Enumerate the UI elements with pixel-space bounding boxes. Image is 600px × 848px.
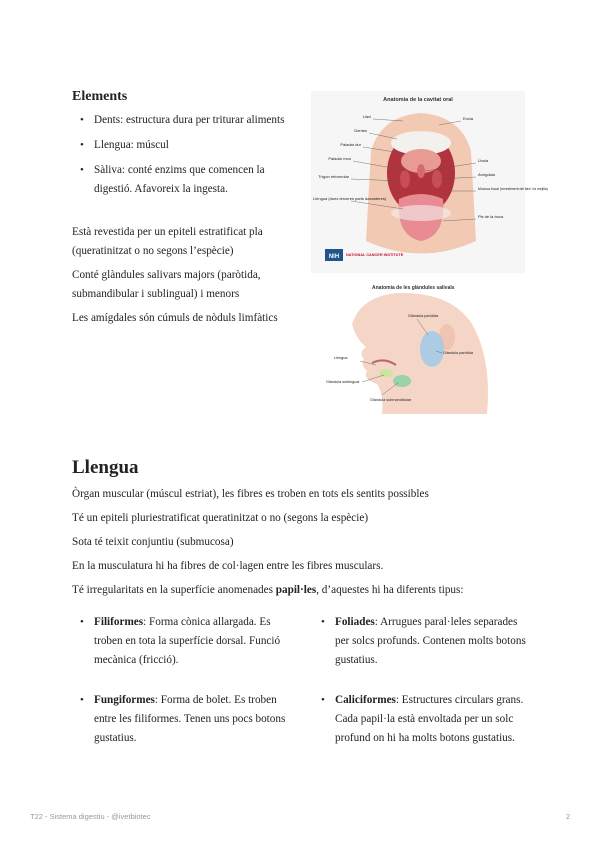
papil-types-right — [321, 613, 533, 748]
list-item: • Sàliva: conté enzims que comencen la digestió. Afavoreix la ingesta. — [80, 161, 285, 199]
page-number: 2 — [566, 812, 571, 821]
papil-bold: papil·les — [275, 584, 317, 596]
papil-post: , d’aquestes hi ha diferents tipus: — [316, 584, 464, 596]
figure-label: Úvula — [478, 158, 489, 163]
papil-pre: Té irregularitats en la superfície anomenades — [72, 584, 276, 596]
figure-label: Paladar mou — [328, 156, 351, 161]
figure-title: Anatomia de la cavitat oral — [383, 97, 453, 103]
figure-label: Pis de la boca — [478, 214, 504, 219]
list-item: • Dents: estructura dura per triturar aliments — [80, 111, 285, 130]
logo-sub: NATIONAL CANCER INSTITUTE — [346, 253, 404, 257]
salivary-glands-figure — [322, 279, 516, 414]
figure-label: Amígdala — [478, 172, 495, 177]
figure-label: Llavi — [362, 114, 371, 119]
figure-label: Dentes — [354, 128, 367, 133]
list-item — [80, 691, 292, 748]
llengua-paragraph: Té un epiteli pluriestratificat queratinitzat o no (segons la espècie) — [72, 512, 369, 524]
type-name: Caliciformes — [335, 694, 396, 706]
elements-list — [80, 111, 285, 199]
type-text: : Forma de bolet. Es troben entre les filiformes. Tenen uns pocs botons gustatius. — [94, 694, 286, 744]
footer-left: T22 - Sistema digestiu - @ivetbiotec — [30, 812, 151, 821]
figure-label: Encia — [463, 116, 474, 121]
figure-label: Mucosa bucal (revestiment del llavi i la mejilla) — [478, 187, 548, 191]
type-text: : Forma cònica allargada. Es troben en tota la superfície dorsal. Funció mecànica (fricció). — [94, 616, 281, 666]
oral-cavity-figure — [311, 91, 548, 273]
list-item — [80, 613, 292, 670]
figure-label: Glàndula paròtida — [408, 314, 438, 318]
type-text: : Arrugues paral·leles separades per solcs profunds. Contenen molts botons gustatius. — [335, 616, 526, 666]
llengua-paragraph: Òrgan muscular (múscul estriat), les fibres es troben en tots els sentits possibles — [72, 488, 429, 500]
elements-heading: Elements — [72, 89, 128, 104]
figure-label: Trígon retromolar — [318, 174, 349, 179]
papil-paragraph — [72, 581, 542, 600]
figure-label: Glàndula submandibular — [370, 398, 412, 402]
figure-label: Glàndula sublingual — [326, 380, 360, 384]
figure-label: Paladar dur — [340, 142, 361, 147]
llengua-paragraph: Sota té teixit conjuntiu (submucosa) — [72, 536, 234, 548]
type-text: : Estructures circulars grans. Cada papil·la està envoltada per un solc profund on hi ha molts botons gustatius. — [335, 694, 524, 744]
list-item: • Llengua: múscul — [80, 136, 285, 155]
type-name: Fungiformes — [94, 694, 155, 706]
figure-label: Llengua (dues terceres parts davanteres) — [313, 196, 387, 201]
type-name: Filiformes — [94, 616, 144, 628]
elements-paragraph: Està revestida per un epiteli estratificat pla (queratinitzat o no segons l’espècie) — [72, 226, 263, 257]
logo-text: NIH — [328, 254, 340, 260]
list-item — [321, 613, 533, 670]
elements-paragraph: Conté glàndules salivars majors (paròtida, submandibular i sublingual) i menors — [72, 269, 261, 300]
llengua-paragraph: En la musculatura hi ha fibres de col·lagen entre les fibres musculars. — [72, 560, 384, 572]
elements-paragraph: Les amígdales són cúmuls de nòduls limfàtics — [72, 312, 278, 324]
papil-types-left — [80, 613, 292, 748]
llengua-heading: Llengua — [72, 457, 139, 478]
figure-label: Glàndula paròtida — [443, 351, 473, 355]
list-item — [321, 691, 533, 748]
figure-label: Llengua — [334, 356, 348, 360]
figure-title: Anatomia de les glàndules salivals — [372, 285, 455, 291]
type-name: Foliades — [335, 616, 375, 628]
